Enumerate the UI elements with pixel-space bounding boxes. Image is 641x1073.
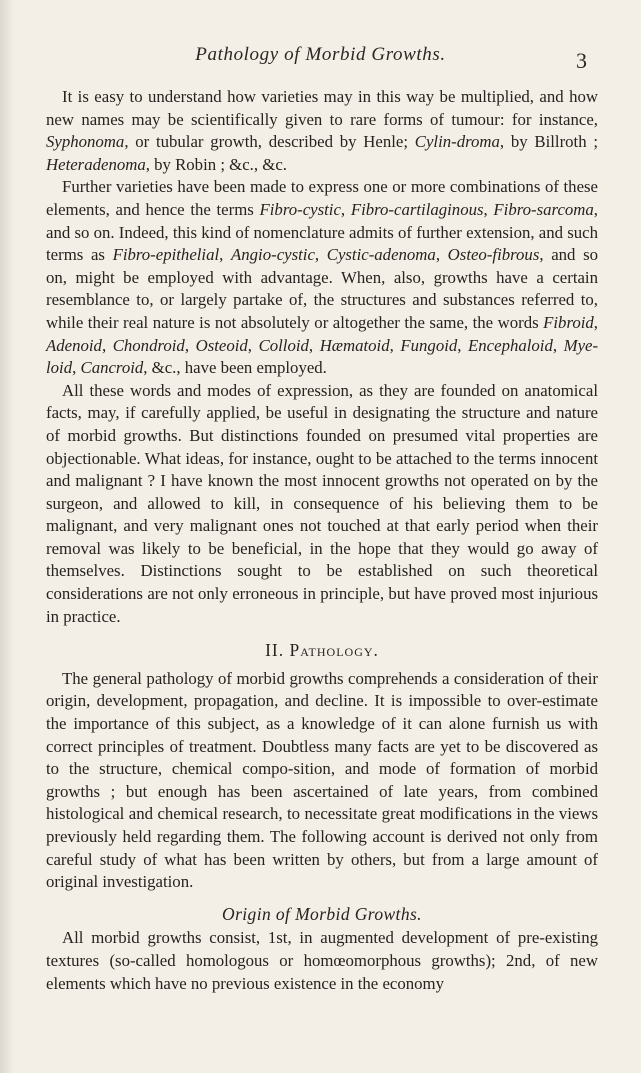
text-run: It is easy to understand how varieties may in this way be multiplied, and how new names may be scientifically given to rare forms of tumour: for instance, xyxy=(46,87,598,129)
section-heading: II. Pathology. xyxy=(265,640,379,661)
text-run: , xyxy=(314,245,327,265)
term-fibro-sarcoma: Fibro-sarcoma xyxy=(493,199,594,219)
text-run: , xyxy=(552,335,564,355)
term-heteradenoma: Heteradenoma xyxy=(46,154,146,174)
paragraph-2 xyxy=(46,176,598,379)
term-encephaloid: Encephaloid xyxy=(468,335,553,355)
page-number: 3 xyxy=(576,48,587,73)
running-head xyxy=(0,44,641,73)
term-osteoid: Osteoid xyxy=(195,335,248,355)
term-fibro-epithelial: Fibro-epithelial xyxy=(112,245,220,265)
term-chondroid: Chondroid xyxy=(112,335,185,355)
text-run: , by Billroth ; xyxy=(499,132,598,152)
paragraph-4: The general pathology of morbid growths comprehends a consideration of their origin, development, propagation, and decline. It is impossible to over-estimate the importance of this subject, as a knowledge of it can alone furnish us with correct principles of treatment. Doubtless many facts are yet to be discovered as to the structure, chemical compo-sition, and mode of formation of morbid growths ; but enough has been ascertained of late years, from combined histological and chemical research, to necessitate great modifications in the views previously held regarding them. The following account is derived not only from careful study of what has been written by others, but from a large amount of original investigation. xyxy=(46,668,598,892)
text-run: , xyxy=(457,335,469,355)
running-title: Pathology of Morbid Growths. xyxy=(195,44,446,65)
text-run: , xyxy=(247,335,259,355)
text-run: , xyxy=(101,335,113,355)
body-text xyxy=(46,86,598,995)
text-run: , xyxy=(340,199,351,219)
term-fibro-cystic: Fibro-cystic xyxy=(259,199,341,219)
text-run: Further varieties have been made to express one or more combinations of these elements, and hence the terms xyxy=(46,177,598,219)
term-cystic-adenoma: Cystic-adenoma xyxy=(326,245,436,265)
text-run: , or tubular growth, described by Henle; xyxy=(124,132,415,152)
paragraph-5: All morbid growths consist, 1st, in augmented development of pre-existing textures (so-called homologous or homœomorphous growths); 2nd, of new elements which have no previous existence in the economy xyxy=(46,928,598,993)
term-myeloid: Mye-loid xyxy=(46,335,599,378)
text-run: , xyxy=(72,358,81,378)
term-fibroid: Fibroid xyxy=(543,312,594,332)
term-cancroid: Cancroid xyxy=(80,358,144,378)
paragraph-3: All these words and modes of expression, as they are founded on anatomical facts, may, if carefully applied, be useful in designating the structure and nature of morbid growths. But distinctions founded on presumed vital properties are objectionable. What ideas, for instance, ought to be attached to the terms innocent and malignant ? I have known the most innocent growths not operated on by the surgeon, and allowed to kill, in consequence of his believing them to be malignant, and very malignant ones not touched at that early period when their removal was likely to be beneficial, in the hope that they would go away of themselves. Distinctions sought to be established on such theoretical considerations are not only erroneous in principle, but have proved most injurious in practice. xyxy=(46,380,598,626)
text-run: , xyxy=(483,199,494,219)
text-run: , and so on, might be employed with advantage. When, also, growths have a certain resemblance to, or largely partake of, the structures and substances referred to, while their real nature is not absolutely or altogether the same, the words xyxy=(46,245,599,332)
term-syphonoma: Syphonoma xyxy=(46,132,125,152)
text-run: , and so on. Indeed, this kind of nomenclature admits of further extension, and such terms as xyxy=(46,199,598,265)
term-fungoid: Fungoid xyxy=(400,335,458,355)
text-run: , xyxy=(593,312,598,332)
text-run: , by Robin ; &c., &c. xyxy=(145,154,287,174)
term-osteo-fibrous: Osteo-fibrous xyxy=(447,245,540,265)
term-angio-cystic: Angio-cystic xyxy=(231,245,315,265)
term-haematoid: Hæmatoid xyxy=(319,335,390,355)
term-colloid: Colloid xyxy=(258,335,309,355)
text-run: , xyxy=(435,245,448,265)
term-cylindroma: Cylin-droma xyxy=(414,132,500,152)
text-run: , xyxy=(219,245,232,265)
text-run: , &c., have been employed. xyxy=(143,358,327,378)
text-run: , xyxy=(308,335,320,355)
subsection-heading: Origin of Morbid Growths. xyxy=(222,903,422,924)
term-fibro-cartilaginous: Fibro-cartilaginous xyxy=(350,199,484,219)
term-adenoid: Adenoid xyxy=(46,335,102,355)
page-edge-shadow xyxy=(0,0,14,1073)
text-run: , xyxy=(184,335,196,355)
text-run: , xyxy=(389,335,401,355)
paragraph-1 xyxy=(46,86,598,176)
